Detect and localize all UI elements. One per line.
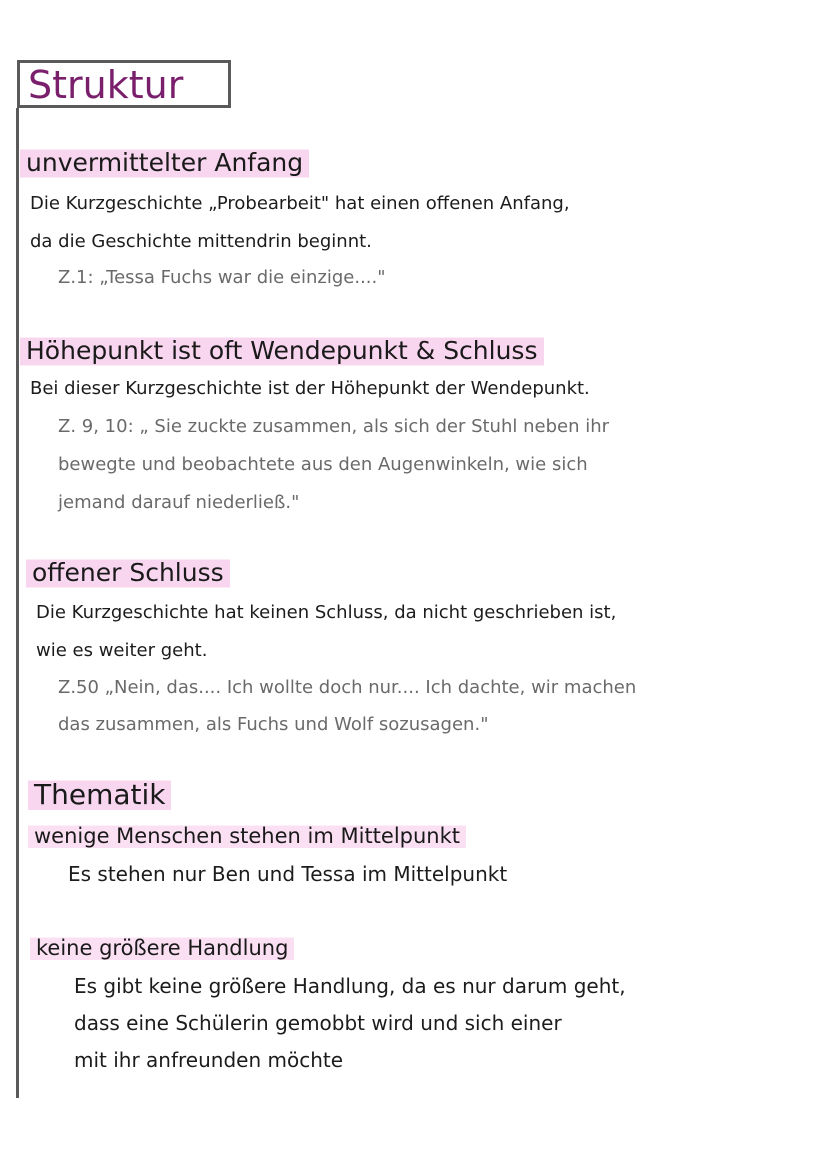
schluss-line-2: wie es weiter geht. <box>36 640 208 661</box>
margin-line <box>16 108 19 1098</box>
heading-schluss: offener Schluss <box>26 556 230 590</box>
schluss-quote-2: das zusammen, als Fuchs und Wolf sozusagen." <box>58 714 489 735</box>
anfang-line-2: da die Geschichte mittendrin beginnt. <box>30 231 372 252</box>
page-title: Struktur <box>28 63 184 107</box>
handlung-line-2: dass eine Schülerin gemobbt wird und sich einer <box>74 1011 562 1035</box>
title-box <box>17 60 231 108</box>
heading-hoehepunkt: Höhepunkt ist oft Wendepunkt & Schluss <box>20 334 544 368</box>
handlung-line-1: Es gibt keine größere Handlung, da es nur darum geht, <box>74 974 626 998</box>
heading-menschen: wenige Menschen stehen im Mittelpunkt <box>28 822 466 850</box>
hoehepunkt-line-1: Bei dieser Kurzgeschichte ist der Höhepunkt der Wendepunkt. <box>30 378 590 399</box>
hoehepunkt-quote-1: Z. 9, 10: „ Sie zuckte zusammen, als sich der Stuhl neben ihr <box>58 416 610 437</box>
hoehepunkt-quote-2: bewegte und beobachtete aus den Augenwinkeln, wie sich <box>58 454 588 475</box>
anfang-quote: Z.1: „Tessa Fuchs war die einzige...." <box>58 267 386 288</box>
handlung-line-3: mit ihr anfreunden möchte <box>74 1048 344 1072</box>
heading-thematik: Thematik <box>28 777 171 813</box>
schluss-line-1: Die Kurzgeschichte hat keinen Schluss, da nicht geschrieben ist, <box>36 602 617 623</box>
hoehepunkt-quote-3: jemand darauf niederließ." <box>58 492 300 513</box>
menschen-line: Es stehen nur Ben und Tessa im Mittelpunkt <box>68 862 508 886</box>
heading-handlung: keine größere Handlung <box>30 934 294 962</box>
anfang-line-1: Die Kurzgeschichte „Probearbeit" hat einen offenen Anfang, <box>30 193 570 214</box>
schluss-quote-1: Z.50 „Nein, das.... Ich wollte doch nur.... Ich dachte, wir machen <box>58 677 637 698</box>
heading-anfang: unvermittelter Anfang <box>20 146 309 180</box>
